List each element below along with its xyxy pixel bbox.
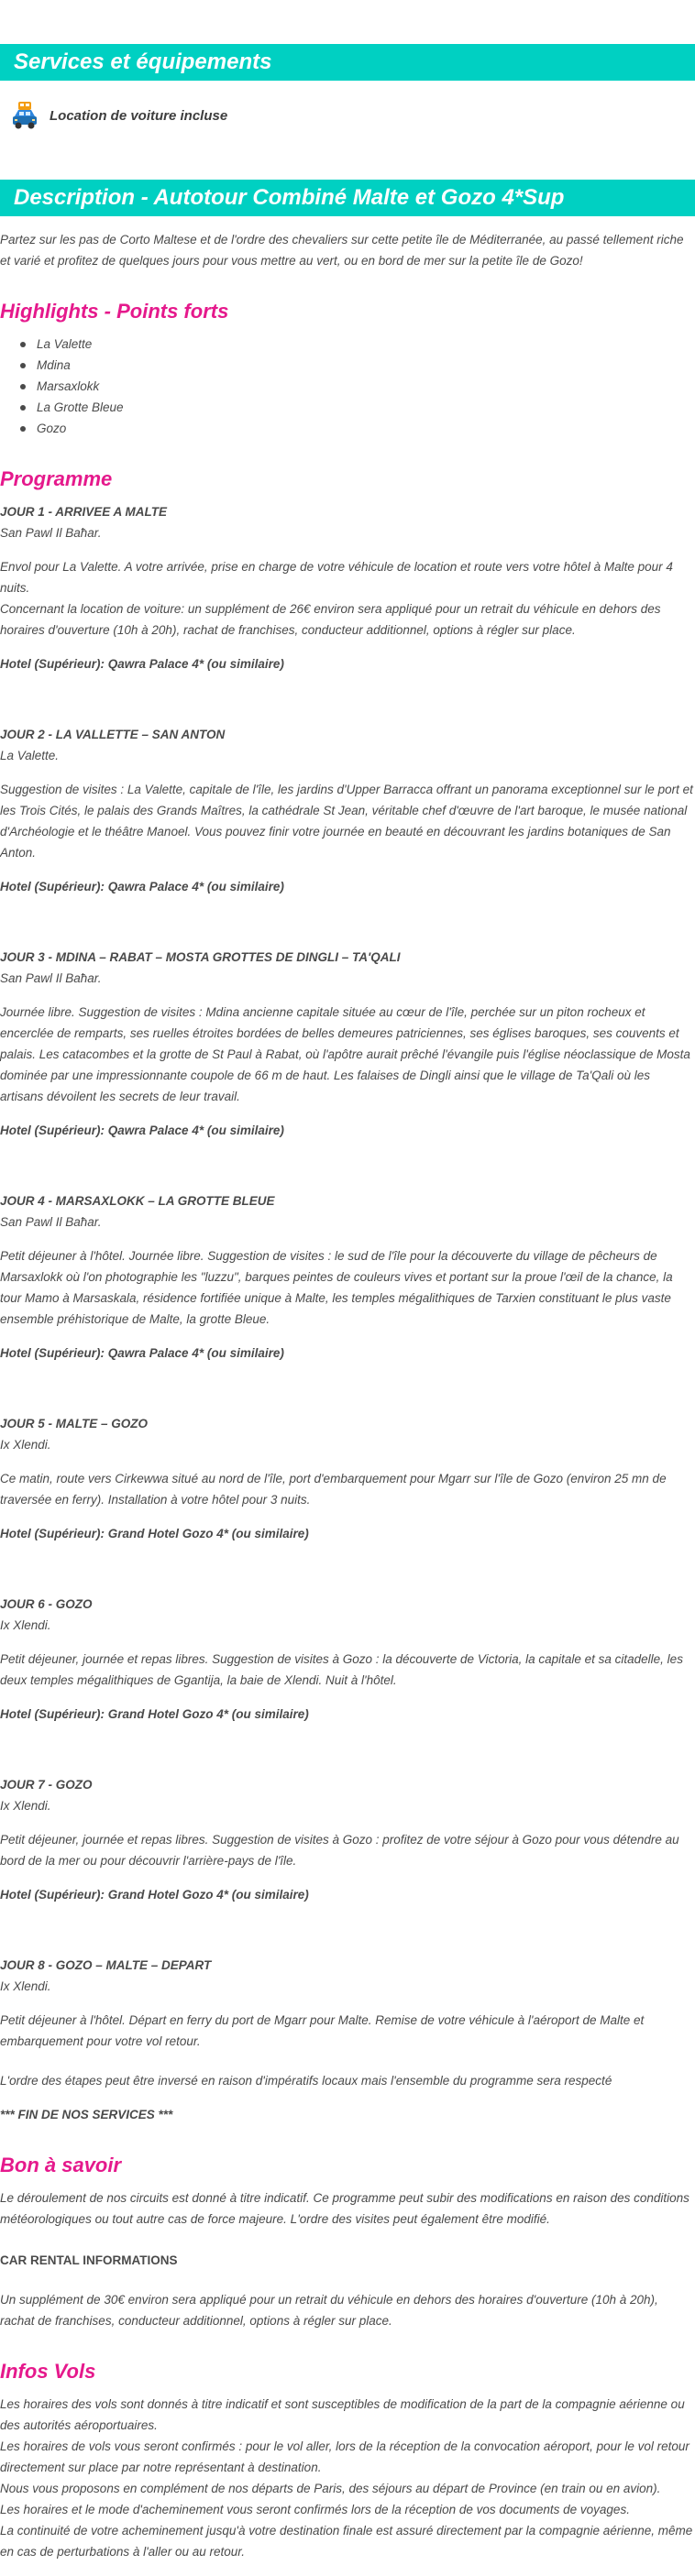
service-label: Location de voiture incluse bbox=[50, 107, 228, 124]
services-banner: Services et équipements bbox=[0, 44, 695, 81]
page bbox=[0, 44, 695, 2562]
day-3 bbox=[0, 947, 695, 1141]
day-hotel: Hotel (Supérieur): Qawra Palace 4* (ou similaire) bbox=[0, 1346, 284, 1360]
day-text: Suggestion de visites : La Valette, capitale de l'île, les jardins d'Upper Barracca offrant un panorama exceptionnel sur le port et les Trois Cités, le palais des Grands Maîtres, la cathédrale St Jean, véritable chef d'œuvre de l'art baroque, le musée national d'Archéologie et le théâtre Manoel. Vous pouvez finir votre journée en beauté en découvrant les jardins botaniques de San Anton. bbox=[0, 783, 693, 860]
highlights-list bbox=[20, 334, 695, 439]
infos-vols-line: La continuité de votre acheminement jusqu'à votre destination finale est assuré directement par la compagnie aérienne, même en cas de perturbations à l'aller ou au retour. bbox=[0, 2524, 693, 2559]
infos-vols-line: Les horaires de vols vous seront confirmés : pour le vol aller, lors de la réception de la convocation aéroport, pour le vol retour directement sur place par notre représentant à destination. bbox=[0, 2439, 689, 2474]
day-place: Ix Xlendi. bbox=[0, 1979, 51, 1993]
bon-a-savoir-text: Le déroulement de nos circuits est donné à titre indicatif. Ce programme peut subir des modifications en raison des conditions météorologiques ou tout autre cas de force majeure. L'ordre des visites peut également être modifié. bbox=[0, 2191, 689, 2226]
description-text: Partez sur les pas de Corto Maltese et de l'ordre des chevaliers sur cette petite île de Méditerranée, au passé tellement riche et varié et profitez de quelques jours pour vous mettre au vert, ou en bord de mer sur la petite île de Gozo! bbox=[0, 233, 684, 268]
programme-title: Programme bbox=[0, 467, 113, 490]
day-title: JOUR 1 - ARRIVEE A MALTE bbox=[0, 505, 168, 519]
day-place: San Pawl Il Baħar. bbox=[0, 971, 102, 985]
day-5 bbox=[0, 1413, 695, 1544]
day-place: San Pawl Il Baħar. bbox=[0, 1215, 102, 1229]
day-title: JOUR 6 - GOZO bbox=[0, 1597, 93, 1611]
infos-vols-text bbox=[0, 2394, 695, 2562]
day-place: La Valette. bbox=[0, 749, 60, 762]
day-4 bbox=[0, 1190, 695, 1364]
infos-vols-line: Nous vous proposons en complément de nos départs de Paris, des séjours au départ de Province (en train ou en avion). bbox=[0, 2482, 661, 2495]
day-8 bbox=[0, 1955, 695, 2052]
day-hotel: Hotel (Supérieur): Grand Hotel Gozo 4* (ou similaire) bbox=[0, 1527, 309, 1540]
day-title: JOUR 8 - GOZO – MALTE – DEPART bbox=[0, 1958, 212, 1972]
day-7 bbox=[0, 1774, 695, 1905]
highlight-item: Gozo bbox=[20, 418, 695, 439]
day-1 bbox=[0, 501, 695, 674]
day-place: San Pawl Il Baħar. bbox=[0, 526, 102, 540]
description-banner: Description - Autotour Combiné Malte et Gozo 4*Sup bbox=[0, 180, 695, 216]
highlight-item: Mdina bbox=[20, 355, 695, 376]
day-text: Petit déjeuner à l'hôtel. Départ en ferry du port de Mgarr pour Malte. Remise de votre véhicule à l'aéroport de Malte et embarquement pour votre vol retour. bbox=[0, 2013, 645, 2048]
day-hotel: Hotel (Supérieur): Grand Hotel Gozo 4* (ou similaire) bbox=[0, 1888, 309, 1902]
day-title: JOUR 4 - MARSAXLOKK – LA GROTTE BLEUE bbox=[0, 1194, 275, 1208]
programme-days bbox=[0, 501, 695, 2052]
day-text: Journée libre. Suggestion de visites : Mdina ancienne capitale située au cœur de l'île, perchée sur un piton rocheux et encerclée de remparts, ses ruelles étroites bordées de belles demeures patriciennes, ses églises baroques, ses couvents et palais. Les catacombes et la grotte de St Paul à Rabat, où l'apôtre aurait prêché l'évangile puis l'église néoclassique de Mosta dominée par une impressionnante coupole de 66 m de haut. Les falaises de Dingli ainsi que le village de Ta'Qali où les artisans dévoilent les secrets de leur travail. bbox=[0, 1005, 690, 1103]
highlight-item: La Grotte Bleue bbox=[20, 397, 695, 418]
infos-vols-line: Les horaires et le mode d'acheminement vous seront confirmés lors de la réception de vos documents de voyages. bbox=[0, 2503, 630, 2516]
day-hotel: Hotel (Supérieur): Qawra Palace 4* (ou similaire) bbox=[0, 657, 284, 671]
day-6 bbox=[0, 1594, 695, 1725]
day-title: JOUR 2 - LA VALLETTE – SAN ANTON bbox=[0, 728, 226, 741]
day-title: JOUR 5 - MALTE – GOZO bbox=[0, 1417, 149, 1431]
day-text: Envol pour La Valette. A votre arrivée, prise en charge de votre véhicule de location et route vers votre hôtel à Malte pour 4 nuits. Concernant la location de voiture: un supplément de 26€ environ sera appliqué pour un retrait du véhicule en dehors des horaires d'ouverture (10h à 20h), rachat de franchises, conducteur additionnel, options à régler sur place. bbox=[0, 560, 673, 637]
car-rental-title: CAR RENTAL INFORMATIONS bbox=[0, 2253, 178, 2267]
bon-a-savoir-title: Bon à savoir bbox=[0, 2154, 122, 2176]
day-2 bbox=[0, 724, 695, 897]
highlight-item: La Valette bbox=[20, 334, 695, 355]
programme-end: *** FIN DE NOS SERVICES *** bbox=[0, 2108, 173, 2121]
day-place: Ix Xlendi. bbox=[0, 1438, 51, 1452]
infos-vols-line: Les horaires des vols sont donnés à titre indicatif et sont susceptibles de modification de la part de la compagnie aérienne ou des autorités aéroportuaires. bbox=[0, 2397, 685, 2432]
day-text: Petit déjeuner, journée et repas libres. Suggestion de visites à Gozo : la découverte de Victoria, la capitale et sa citadelle, les deux temples mégalithiques de Ggantija, la baie de Xlendi. Nuit à l'hôtel. bbox=[0, 1652, 683, 1687]
day-text: Ce matin, route vers Cirkewwa situé au nord de l'île, port d'embarquement pour Mgarr sur l'île de Gozo (environ 25 mn de traversée en ferry). Installation à votre hôtel pour 3 nuits. bbox=[0, 1472, 667, 1507]
programme-note: L'ordre des étapes peut être inversé en raison d'impératifs locaux mais l'ensemble du programme sera respecté bbox=[0, 2074, 612, 2088]
day-title: JOUR 7 - GOZO bbox=[0, 1778, 93, 1792]
day-title: JOUR 3 - MDINA – RABAT – MOSTA GROTTES DE DINGLI – TA'QALI bbox=[0, 950, 401, 964]
day-hotel: Hotel (Supérieur): Qawra Palace 4* (ou similaire) bbox=[0, 880, 284, 893]
car-rental-text: Un supplément de 30€ environ sera appliqué pour un retrait du véhicule en dehors des horaires d'ouverture (10h à 20h), rachat de franchises, conducteur additionnel, options à régler sur place. bbox=[0, 2293, 658, 2328]
highlight-item: Marsaxlokk bbox=[20, 376, 695, 397]
day-hotel: Hotel (Supérieur): Qawra Palace 4* (ou similaire) bbox=[0, 1124, 284, 1137]
day-place: Ix Xlendi. bbox=[0, 1618, 51, 1632]
highlights-title: Highlights - Points forts bbox=[0, 300, 229, 323]
car-icon bbox=[11, 100, 39, 131]
day-hotel: Hotel (Supérieur): Grand Hotel Gozo 4* (ou similaire) bbox=[0, 1707, 309, 1721]
day-text: Petit déjeuner à l'hôtel. Journée libre. Suggestion de visites : le sud de l'île pour la découverte du village de pêcheurs de Marsaxlokk où l'on photographie les "luzzu", barques peintes de couleurs vives et portant sur la proue l'œil de la chance, la tour Mamo à Marsaskala, résidence fortifiée unique à Malte, les temples mégalithiques de Tarxien constituant le plus vaste ensemble préhistorique de Malte, la grotte Bleue. bbox=[0, 1249, 673, 1326]
day-place: Ix Xlendi. bbox=[0, 1799, 51, 1813]
service-item-car-rental bbox=[0, 95, 695, 136]
day-text: Petit déjeuner, journée et repas libres. Suggestion de visites à Gozo : profitez de votre séjour à Gozo pour vous détendre au bord de la mer ou pour découvrir l'arrière-pays de l'île. bbox=[0, 1833, 679, 1868]
infos-vols-title: Infos Vols bbox=[0, 2360, 96, 2383]
